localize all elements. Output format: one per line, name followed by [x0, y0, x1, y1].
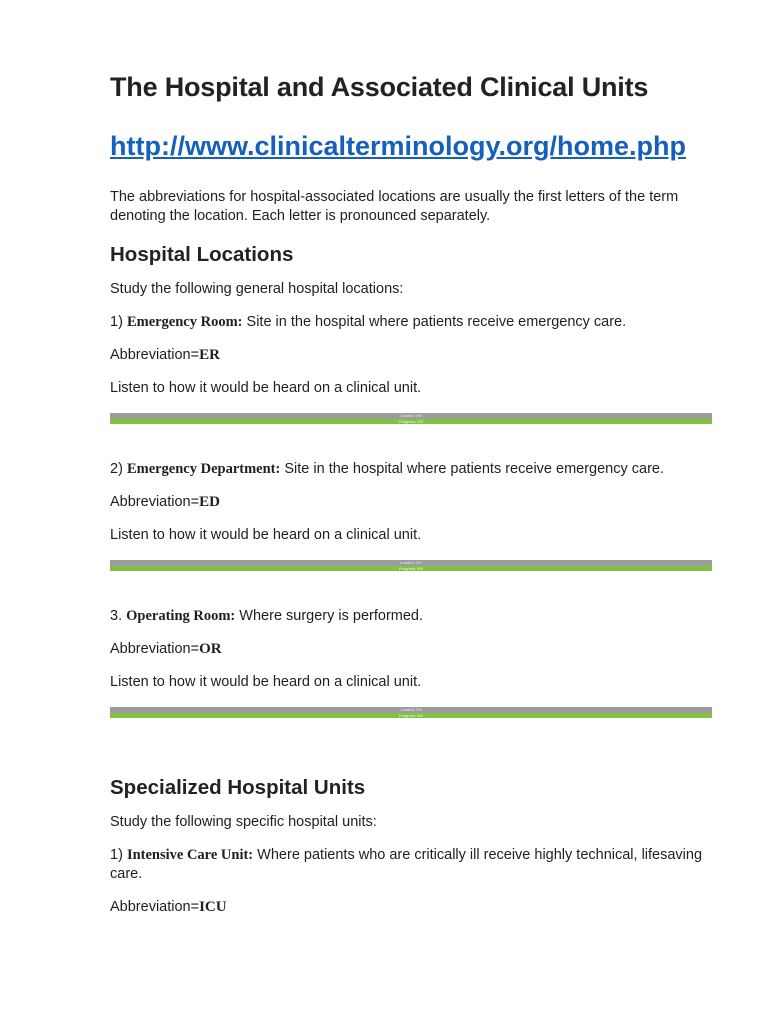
listen-instruction: Listen to how it would be heard on a clinical unit.	[110, 674, 422, 690]
term-definition	[110, 607, 714, 626]
term-definition	[110, 846, 714, 884]
term-text: Site in the hospital where patients receive emergency care.	[246, 314, 627, 330]
term-definition	[110, 460, 714, 479]
audio-player[interactable]	[110, 560, 712, 571]
abbreviation-value: OR	[199, 641, 222, 657]
abbreviation-label: Abbreviation=	[110, 347, 200, 363]
audio-progress-bar[interactable]: Progress: 0%	[110, 419, 712, 424]
abbreviation-line	[110, 493, 714, 512]
item-number: 2)	[110, 461, 123, 477]
term-name: Operating Room:	[126, 608, 236, 624]
intro-paragraph: The abbreviations for hospital-associated locations are usually the first letters of the term denoting the location. Each letter is pronounced separately.	[110, 189, 679, 224]
clinical-terminology-link[interactable]: http://www.clinicalterminology.org/home.php	[110, 131, 687, 161]
listen-instruction: Listen to how it would be heard on a clinical unit.	[110, 380, 422, 396]
abbreviation-line	[110, 640, 714, 659]
abbreviation-label: Abbreviation=	[110, 899, 200, 915]
audio-progress-bar[interactable]: Progress: 0%	[110, 566, 712, 571]
section-heading-specialized-units: Specialized Hospital Units	[110, 776, 366, 799]
abbreviation-label: Abbreviation=	[110, 641, 200, 657]
audio-player[interactable]	[110, 707, 712, 718]
term-definition	[110, 313, 714, 332]
listen-instruction: Listen to how it would be heard on a clinical unit.	[110, 527, 422, 543]
section-instructions: Study the following specific hospital units:	[110, 814, 377, 830]
audio-loaded-bar: Loaded: 0%	[110, 413, 712, 419]
item-number: 1)	[110, 847, 123, 863]
term-name: Emergency Department:	[126, 461, 281, 477]
document-page	[110, 70, 714, 917]
term-text: Site in the hospital where patients receive emergency care.	[284, 461, 664, 477]
item-number: 3.	[110, 608, 123, 624]
abbreviation-line	[110, 346, 714, 365]
abbreviation-label: Abbreviation=	[110, 494, 200, 510]
term-name: Intensive Care Unit:	[126, 847, 254, 863]
abbreviation-line	[110, 898, 714, 917]
section-instructions: Study the following general hospital locations:	[110, 281, 404, 297]
section-heading-hospital-locations: Hospital Locations	[110, 243, 294, 266]
audio-progress-bar[interactable]: Progress: 0%	[110, 713, 712, 718]
page-title: The Hospital and Associated Clinical Units	[110, 72, 649, 102]
abbreviation-value: ICU	[199, 899, 227, 915]
abbreviation-value: ER	[199, 347, 220, 363]
abbreviation-value: ED	[199, 494, 220, 510]
term-text: Where patients who are critically ill receive highly technical, lifesaving care.	[110, 847, 703, 882]
audio-player[interactable]	[110, 413, 712, 424]
term-text: Where surgery is performed.	[239, 608, 424, 624]
audio-loaded-bar: Loaded: 0%	[110, 707, 712, 713]
audio-loaded-bar: Loaded: 0%	[110, 560, 712, 566]
term-name: Emergency Room:	[126, 314, 243, 330]
item-number: 1)	[110, 314, 123, 330]
